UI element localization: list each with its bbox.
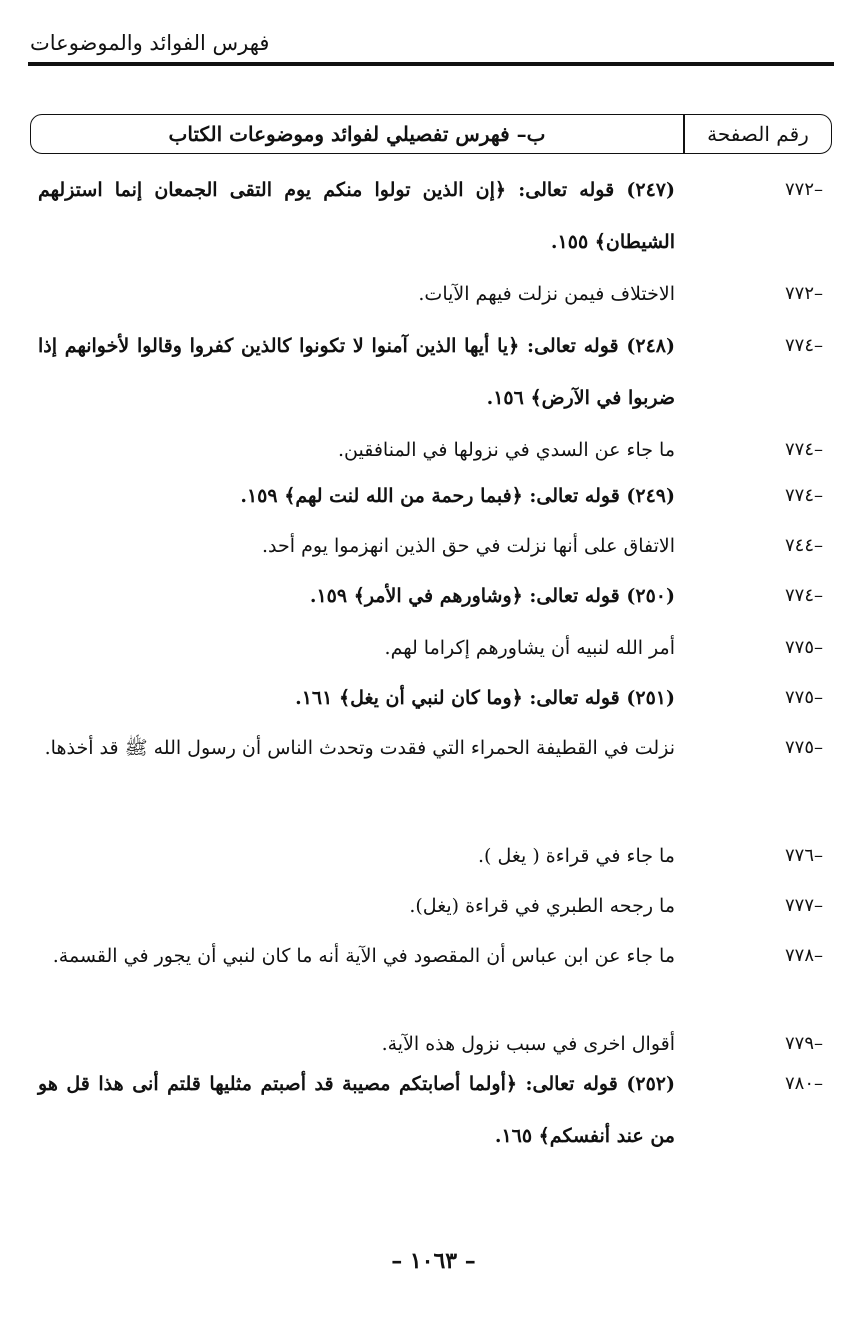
entry-page-number: –٧٧٩ [784, 1033, 823, 1054]
entry-page-number: –٧٧٥ [784, 737, 823, 758]
entry-text: ما جاء عن السدي في نزولها في المنافقين. [338, 439, 675, 461]
entry-text: أمر الله لنبيه أن يشاورهم إكراما لهم. [384, 637, 675, 659]
entry-text: (٢٥١) قوله تعالى: ﴿وما كان لنبي أن يغل﴾ ١٦١. [295, 687, 675, 709]
entry-text: أقوال اخرى في سبب نزول هذه الآية. [381, 1033, 675, 1055]
entry-page-number: –٧٧٦ [784, 845, 823, 866]
entry-text: ما جاء عن ابن عباس أن المقصود في الآية أنه ما كان لنبي أن يجور في القسمة. [52, 945, 675, 967]
index-entry [38, 164, 823, 268]
index-entry [38, 520, 823, 572]
index-entry [38, 672, 823, 724]
entry-page-number: –٧٨٠ [784, 1073, 823, 1094]
index-entry [38, 830, 823, 882]
topics-column-header: ب– فهرس تفصيلي لفوائد وموضوعات الكتاب [168, 122, 546, 146]
index-entry [38, 570, 823, 622]
entry-page-number: –٧٧٢ [784, 179, 823, 200]
index-entry [38, 722, 823, 774]
entry-page-number: –٧٧٨ [784, 945, 823, 966]
entry-page-number: –٧٤٤ [784, 535, 823, 556]
index-entry [38, 622, 823, 674]
entry-text: (٢٥٢) قوله تعالى: ﴿أولما أصابتكم مصيبة قد أصبتم مثليها قلتم أنى هذا قل هو من عند أنفسكم﴾ ١٦٥. [38, 1073, 675, 1147]
entry-text: ما جاء في قراءة ( يغل ). [477, 845, 675, 867]
index-entry [38, 470, 823, 522]
entry-text: (٢٤٩) قوله تعالى: ﴿فبما رحمة من الله لنت لهم﴾ ١٥٩. [240, 485, 675, 507]
entry-text: (٢٥٠) قوله تعالى: ﴿وشاورهم في الأمر﴾ ١٥٩. [309, 585, 675, 607]
entry-page-number: –٧٧٥ [784, 637, 823, 658]
page-number: – ١٠٦٣ – [391, 1248, 476, 1274]
table-header [30, 114, 832, 154]
running-header: فهرس الفوائد والموضوعات [30, 31, 270, 55]
entry-text: (٢٤٨) قوله تعالى: ﴿يا أيها الذين آمنوا لا تكونوا كالذين كفروا وقالوا لأخوانهم إذا ضربوا في الآرض﴾ ١٥٦. [38, 335, 675, 409]
entry-page-number: –٧٧٤ [784, 585, 823, 606]
entry-text: الاختلاف فيمن نزلت فيهم الآيات. [418, 283, 675, 305]
header-rule [28, 62, 834, 66]
entry-text: (٢٤٧) قوله تعالى: ﴿إن الذين تولوا منكم يوم التقى الجمعان إنما استزلهم الشيطان﴾ ١٥٥. [38, 179, 675, 253]
column-divider [683, 115, 685, 153]
index-entry [38, 1058, 823, 1162]
index-entry [38, 268, 823, 320]
entry-page-number: –٧٧٢ [784, 283, 823, 304]
entry-page-number: –٧٧٤ [784, 439, 823, 460]
page-number-column-header: رقم الصفحة [707, 122, 809, 146]
entry-page-number: –٧٧٤ [784, 485, 823, 506]
index-entry [38, 320, 823, 424]
entry-text: نزلت في القطيفة الحمراء التي فقدت وتحدث الناس أن رسول الله ﷺ قد أخذها. [44, 737, 675, 759]
entry-text: ما رجحه الطبري في قراءة (يغل). [409, 895, 675, 917]
entry-page-number: –٧٧٤ [784, 335, 823, 356]
index-entry [38, 880, 823, 932]
entry-page-number: –٧٧٥ [784, 687, 823, 708]
entry-text: الاتفاق على أنها نزلت في حق الذين انهزموا يوم أحد. [262, 535, 675, 557]
index-entry [38, 424, 823, 476]
entry-page-number: –٧٧٧ [784, 895, 823, 916]
index-entry [38, 930, 823, 982]
